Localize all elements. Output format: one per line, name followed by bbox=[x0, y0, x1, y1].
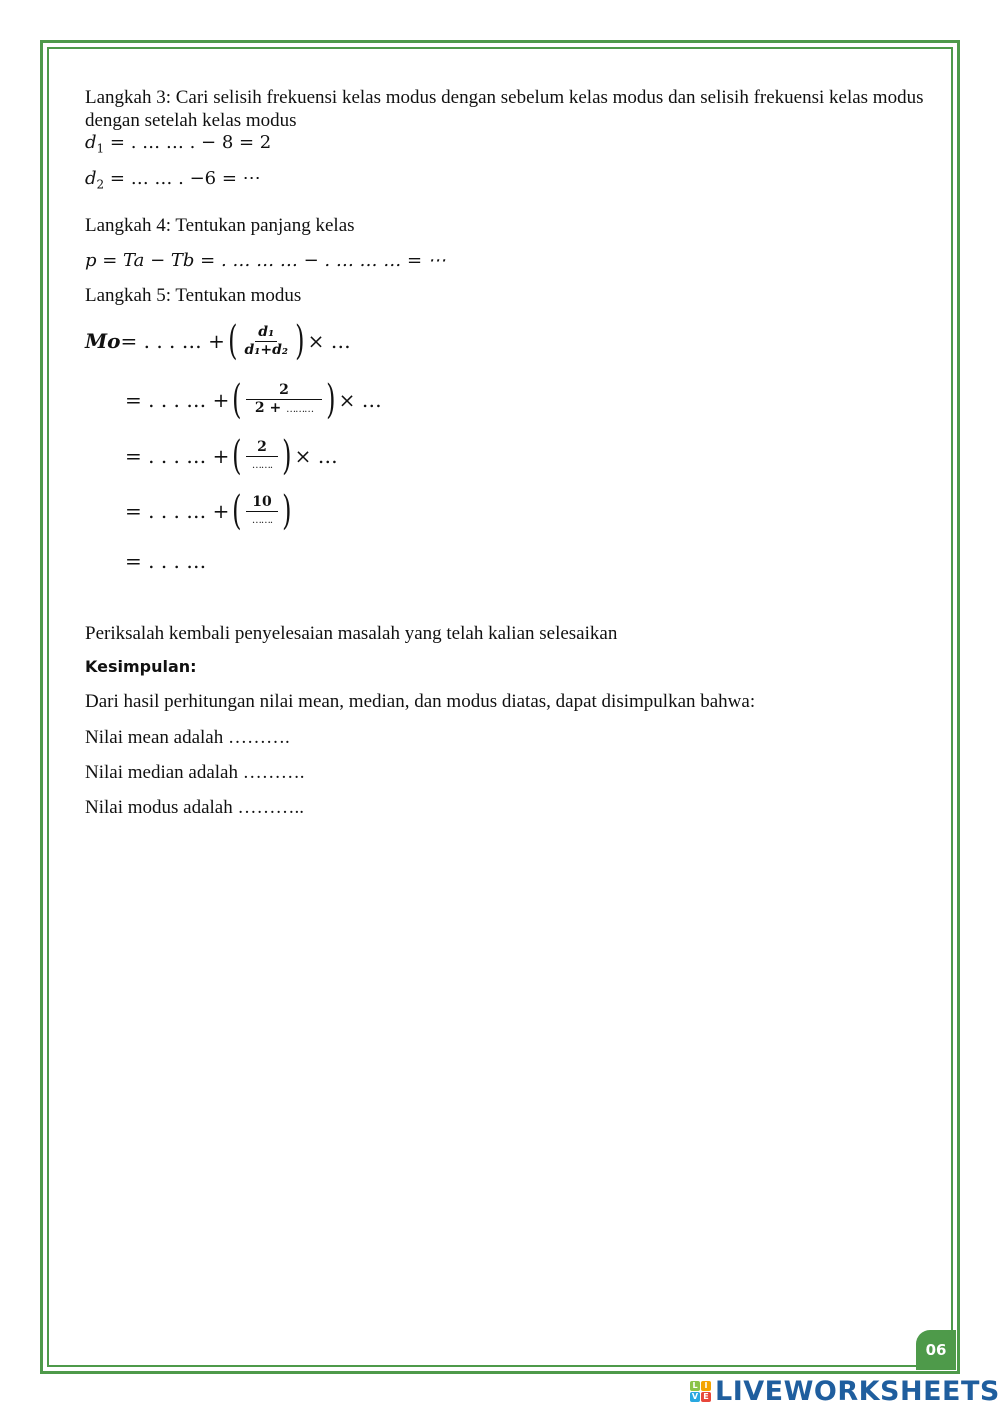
mo-line-2 bbox=[125, 377, 382, 423]
page-number-badge: 06 bbox=[916, 1330, 956, 1370]
left-paren: ( bbox=[232, 377, 242, 423]
mean-line: Nilai mean adalah ………. bbox=[85, 727, 290, 748]
mo-line-1 bbox=[85, 318, 351, 364]
mo-line1-prefix: = . . . … + bbox=[120, 329, 225, 353]
right-paren: ) bbox=[282, 433, 292, 479]
d2-expression: = … … . −6 = ⋯ bbox=[104, 168, 261, 189]
logo-letter-v: V bbox=[691, 1391, 699, 1401]
fraction-numerator: 10 bbox=[246, 494, 278, 512]
left-paren: ( bbox=[232, 433, 242, 479]
step3-text: Langkah 3: Cari selisih frekuensi kelas modus dengan sebelum kelas modus dan selisih frekuensi kelas modus dengan setelah kelas modus bbox=[85, 87, 924, 131]
conclusion-intro: Dari hasil perhitungan nilai mean, median, dan modus diatas, dapat disimpulkan bahwa: bbox=[85, 691, 756, 712]
d2-symbol: d bbox=[85, 168, 97, 189]
d2-subscript: 2 bbox=[96, 177, 105, 192]
fraction-denominator bbox=[252, 400, 316, 418]
d1-subscript: 1 bbox=[96, 141, 105, 156]
left-paren: ( bbox=[227, 318, 238, 364]
den-part-b: ……… bbox=[286, 404, 314, 415]
p-equation: p = Ta − Tb = . … … … − . … … … = ⋯ bbox=[85, 250, 446, 271]
right-paren: ) bbox=[295, 318, 305, 364]
fraction-denominator: d₁+d₂ bbox=[244, 341, 289, 358]
line2-fraction bbox=[246, 382, 322, 418]
logo-letter-e: E bbox=[701, 1392, 711, 1402]
mo-fraction bbox=[241, 324, 291, 359]
mo-line-3 bbox=[125, 433, 338, 479]
mo-line-4 bbox=[125, 488, 295, 534]
line3-fraction bbox=[246, 439, 278, 474]
d1-symbol: d bbox=[85, 132, 97, 153]
right-paren: ) bbox=[282, 488, 292, 534]
d2-equation bbox=[85, 168, 261, 192]
median-line: Nilai median adalah ………. bbox=[85, 762, 305, 783]
fraction-numerator: d₁ bbox=[255, 324, 277, 342]
conclusion-heading: Kesimpulan: bbox=[85, 657, 197, 676]
mo-symbol: Mo bbox=[85, 329, 121, 353]
step5-text: Langkah 5: Tentukan modus bbox=[85, 285, 302, 306]
fraction-denominator: ……. bbox=[251, 514, 273, 526]
fraction-numerator: 2 bbox=[246, 439, 278, 457]
logo-letter-i: I bbox=[701, 1381, 711, 1391]
den-part-a: 2 + bbox=[254, 400, 282, 416]
line3-prefix: = . . . … + bbox=[125, 444, 230, 468]
line3-suffix: × … bbox=[294, 444, 338, 468]
brand-logo-icon bbox=[690, 1381, 711, 1402]
line4-fraction bbox=[246, 494, 278, 529]
logo-letter-l: L bbox=[690, 1381, 700, 1391]
line2-prefix: = . . . … + bbox=[125, 388, 230, 412]
d1-expression: = . … … . − 8 = 2 bbox=[104, 132, 272, 153]
mo-line1-suffix: × … bbox=[307, 329, 351, 353]
modus-line: Nilai modus adalah ……….. bbox=[85, 797, 304, 818]
d1-equation bbox=[85, 132, 271, 156]
mo-line-5: = . . . … bbox=[125, 549, 207, 573]
brand-name: LIVEWORKSHEETS bbox=[715, 1375, 1000, 1407]
liveworksheets-brand bbox=[690, 1376, 1000, 1406]
line4-prefix: = . . . … + bbox=[125, 499, 230, 523]
line2-suffix: × … bbox=[338, 388, 382, 412]
fraction-numerator: 2 bbox=[246, 382, 322, 400]
right-paren: ) bbox=[326, 377, 336, 423]
fraction-denominator: ……. bbox=[251, 459, 273, 471]
check-text: Periksalah kembali penyelesaian masalah yang telah kalian selesaikan bbox=[85, 623, 618, 644]
step4-text: Langkah 4: Tentukan panjang kelas bbox=[85, 215, 355, 236]
left-paren: ( bbox=[232, 488, 242, 534]
